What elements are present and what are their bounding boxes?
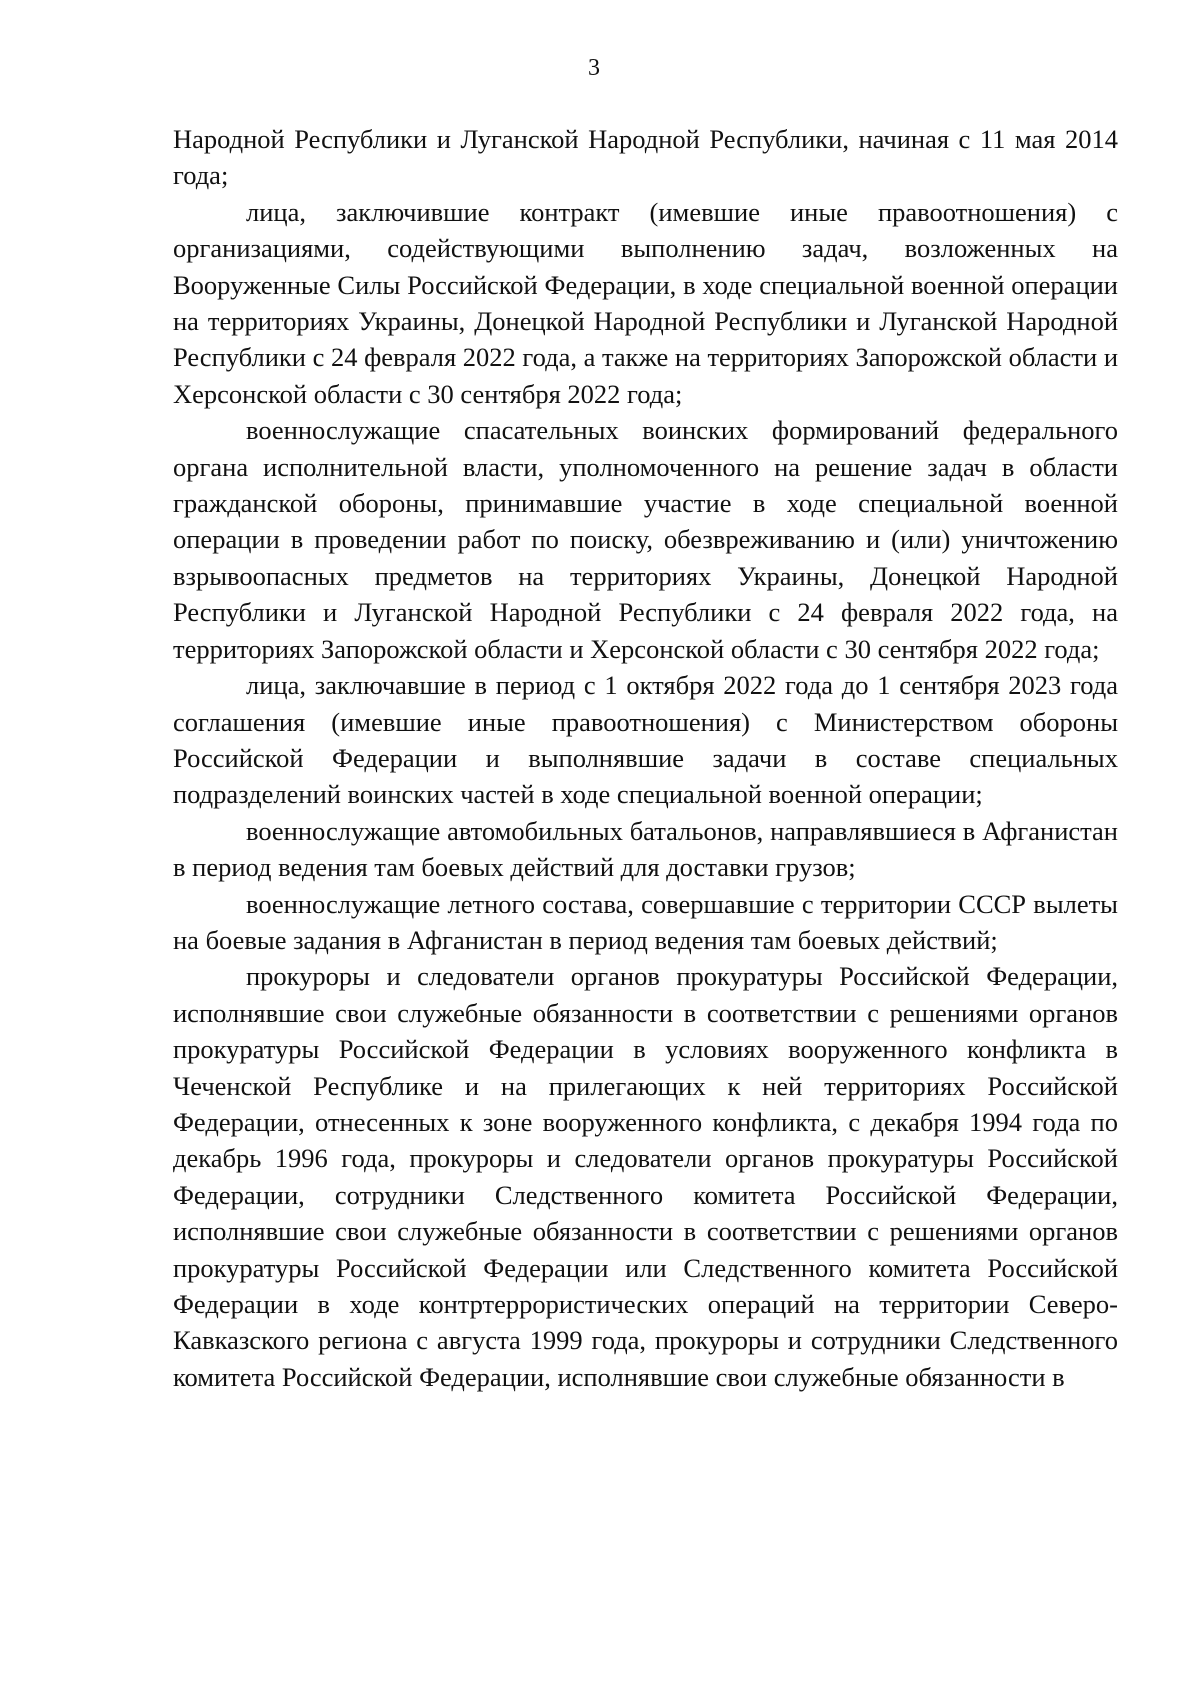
paragraph-prosecutors: прокуроры и следователи органов прокуратуры Российской Федерации, исполнявшие свои служебные обязанности в соответствии с решениями органов прокуратуры Российской Федерации в условиях вооруженного конфликта в Чеченской Республике и на прилегающих к ней территориях Российской Федерации, отнесенных к зоне вооруженного конфликта, с декабря 1994 года по декабрь 1996 года, прокуроры и следователи органов прокуратуры Российской Федерации, сотрудники Следственного комитета Российской Федерации, исполнявшие свои служебные обязанности в соответствии с решениями органов прокуратуры Российской Федерации или Следственного комитета Российской Федерации в ходе контртеррористических операций на территории Северо-Кавказского региона с августа 1999 года, прокуроры и сотрудники Следственного комитета Российской Федерации, исполнявшие свои служебные обязанности в bbox=[173, 961, 1118, 1392]
paragraph-continuation: Народной Республики и Луганской Народной Республики, начиная с 11 мая 2014 года; bbox=[173, 124, 1118, 191]
paragraph-rescue-servicemen: военнослужащие спасательных воинских формирований федерального органа исполнительной власти, уполномоченного на решение задач в области гражданской обороны, принимавшие участие в ходе специальной военной операции в проведении работ по поиску, обезвреживанию и (или) уничтожению взрывоопасных предметов на территориях Украины, Донецкой Народной Республики и Луганской Народной Республики с 24 февраля 2022 года, на территориях Запорожской области и Херсонской области с 30 сентября 2022 года; bbox=[173, 415, 1118, 664]
paragraph-contract-persons: лица, заключившие контракт (имевшие иные правоотношения) с организациями, содействующими выполнению задач, возложенных на Вооруженные Силы Российской Федерации, в ходе специальной военной операции на территориях Украины, Донецкой Народной Республики и Луганской Народной Республики с 24 февраля 2022 года, а также на территориях Запорожской области и Херсонской области с 30 сентября 2022 года; bbox=[173, 196, 1118, 409]
document-body bbox=[173, 121, 1118, 1395]
page-number: 3 bbox=[588, 55, 600, 81]
paragraph-agreement-persons: лица, заключавшие в период с 1 октября 2022 года до 1 сентября 2023 года соглашения (имевшие иные правоотношения) с Министерством обороны Российской Федерации и выполнявшие задачи в составе специальных подразделений воинских частей в ходе специальной военной операции; bbox=[173, 670, 1118, 810]
paragraph-flight-crew: военнослужащие летного состава, совершавшие с территории СССР вылеты на боевые задания в Афганистан в период ведения там боевых действий; bbox=[173, 888, 1118, 955]
paragraph-automobile-battalions: военнослужащие автомобильных батальонов, направлявшиеся в Афганистан в период ведения там боевых действий для доставки грузов; bbox=[173, 815, 1118, 883]
